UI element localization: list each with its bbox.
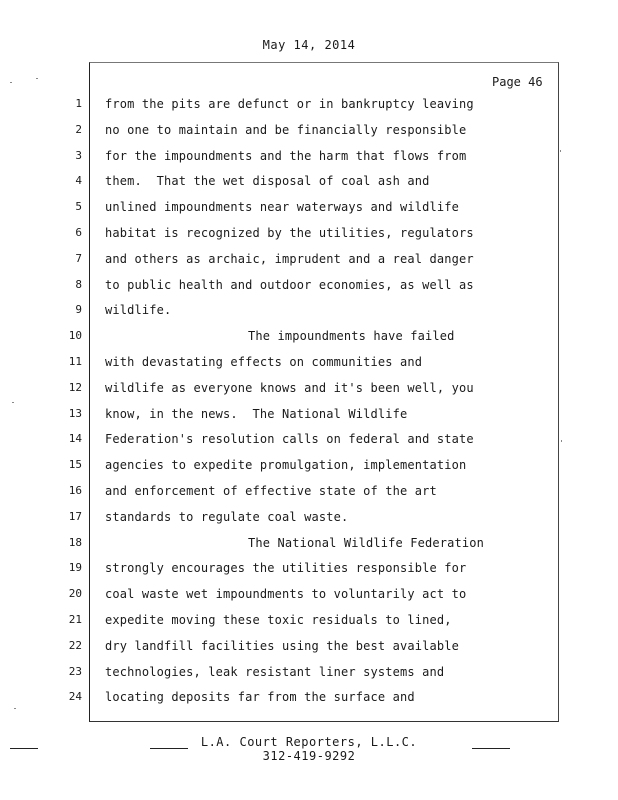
line-text: no one to maintain and be financially responsible xyxy=(105,122,467,137)
transcript-line xyxy=(0,97,618,123)
line-text: coal waste wet impoundments to voluntarily act to xyxy=(105,587,467,602)
line-number: 5 xyxy=(75,200,82,214)
line-text: agencies to expedite promulgation, implementation xyxy=(105,458,467,473)
line-number: 23 xyxy=(68,664,82,678)
transcript-line xyxy=(0,226,618,252)
line-text: standards to regulate coal waste. xyxy=(105,509,349,524)
line-text: Federation's resolution calls on federal and state xyxy=(105,432,474,447)
line-text: wildlife. xyxy=(105,303,172,318)
line-number: 2 xyxy=(75,122,82,136)
line-text: with devastating effects on communities and xyxy=(105,355,423,369)
transcript-line xyxy=(0,200,618,226)
line-text: from the pits are defunct or in bankruptcy leaving xyxy=(105,97,474,111)
line-number: 7 xyxy=(75,251,82,265)
transcript-line xyxy=(0,329,618,355)
line-number: 4 xyxy=(75,174,82,188)
line-text: strongly encourages the utilities responsible for xyxy=(105,561,467,576)
transcript-line xyxy=(0,407,618,433)
line-text: locating deposits far from the surface and xyxy=(105,690,415,705)
transcript-line xyxy=(0,484,618,510)
line-number: 1 xyxy=(75,97,82,110)
transcript-line xyxy=(0,252,618,278)
line-number: 18 xyxy=(68,535,82,549)
transcript-line xyxy=(0,561,618,587)
transcript-line xyxy=(0,303,618,329)
scan-speck xyxy=(10,82,12,83)
transcript-line xyxy=(0,149,618,175)
scan-speck xyxy=(561,440,562,442)
line-text: know, in the news. The National Wildlife xyxy=(105,406,408,421)
scan-speck xyxy=(560,150,561,152)
line-number: 10 xyxy=(68,329,82,343)
line-text: habitat is recognized by the utilities, regulators xyxy=(105,226,474,240)
transcript-line xyxy=(0,432,618,458)
line-number: 3 xyxy=(75,148,82,162)
line-number: 17 xyxy=(68,509,82,523)
transcript-line xyxy=(0,536,618,562)
line-number: 13 xyxy=(68,406,82,420)
line-number: 20 xyxy=(68,587,82,601)
scan-speck xyxy=(36,78,38,79)
line-number: 14 xyxy=(68,432,82,446)
line-text: for the impoundments and the harm that flows from xyxy=(105,148,467,163)
line-number: 21 xyxy=(68,613,82,626)
line-text: dry landfill facilities using the best available xyxy=(105,638,459,653)
line-text: and others as archaic, imprudent and a real danger xyxy=(105,251,474,266)
line-text: technologies, leak resistant liner systems and xyxy=(105,664,445,679)
line-text: them. That the wet disposal of coal ash and xyxy=(105,174,430,189)
transcript-line xyxy=(0,639,618,665)
footer-phone: 312-419-9292 xyxy=(262,749,356,763)
line-number: 12 xyxy=(68,380,82,394)
line-text: The National Wildlife Federation xyxy=(248,535,484,550)
line-number: 8 xyxy=(75,277,82,291)
line-number: 16 xyxy=(68,484,82,497)
line-text: The impoundments have failed xyxy=(248,329,455,344)
transcript-line xyxy=(0,174,618,200)
line-number: 15 xyxy=(68,458,82,472)
line-number: 9 xyxy=(75,303,82,317)
line-number: 19 xyxy=(68,561,82,575)
transcript-line xyxy=(0,665,618,691)
transcript-line xyxy=(0,278,618,304)
header-date: May 14, 2014 xyxy=(262,38,356,52)
transcript-line xyxy=(0,355,618,381)
scan-speck xyxy=(12,402,14,403)
transcript-line xyxy=(0,690,618,716)
line-text: expedite moving these toxic residuals to lined, xyxy=(105,613,452,627)
page-number-label: Page 46 xyxy=(492,75,543,89)
footer-company: L.A. Court Reporters, L.L.C. xyxy=(200,735,418,749)
line-number: 11 xyxy=(68,355,82,368)
scan-speck xyxy=(14,708,16,709)
line-text: and enforcement of effective state of the art xyxy=(105,484,437,498)
line-text: to public health and outdoor economies, as well as xyxy=(105,277,474,292)
line-number: 6 xyxy=(75,226,82,239)
transcript-line xyxy=(0,458,618,484)
transcript-line xyxy=(0,587,618,613)
line-number: 22 xyxy=(68,638,82,652)
line-text: unlined impoundments near waterways and wildlife xyxy=(105,200,459,215)
transcript-line xyxy=(0,123,618,149)
line-number: 24 xyxy=(68,690,82,704)
transcript-line xyxy=(0,613,618,639)
transcript-line xyxy=(0,510,618,536)
transcript-line xyxy=(0,381,618,407)
line-text: wildlife as everyone knows and it's been well, you xyxy=(105,380,474,395)
